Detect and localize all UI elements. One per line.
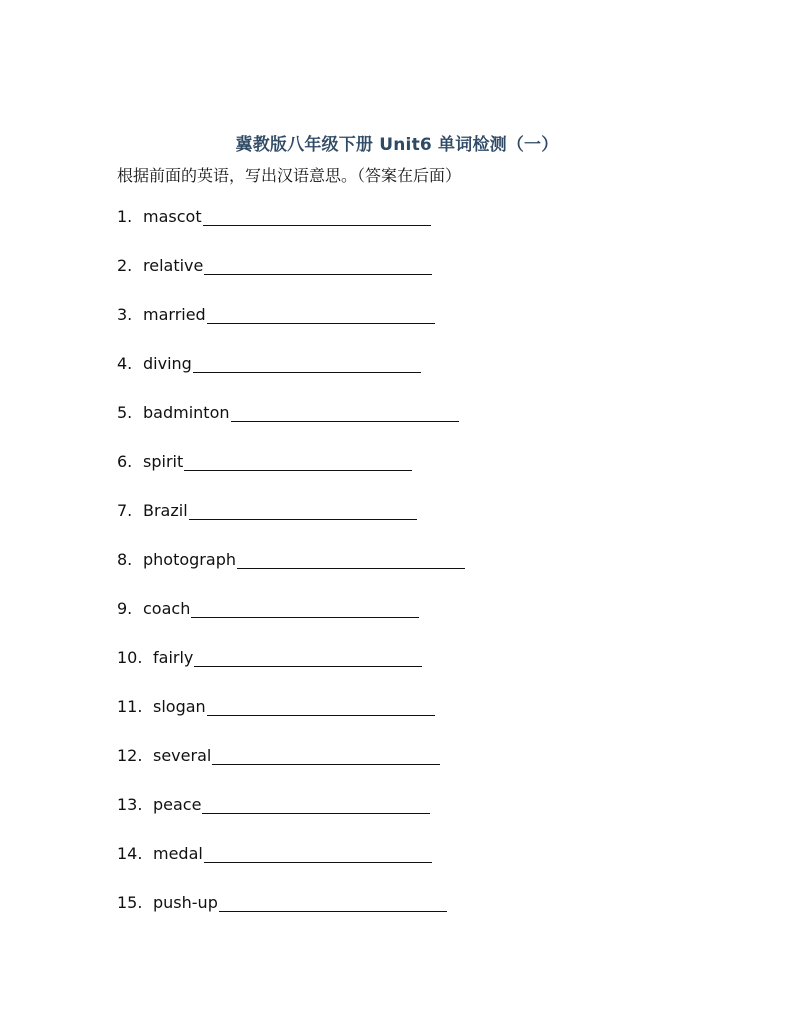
item-word: relative <box>143 256 204 275</box>
item-number: 9. <box>117 599 133 618</box>
answer-blank[interactable] <box>189 501 417 520</box>
answer-blank[interactable] <box>203 207 431 226</box>
answer-blank[interactable] <box>202 795 430 814</box>
item-word: mascot <box>143 207 202 226</box>
item-word: Brazil <box>143 501 188 520</box>
item-word: medal <box>153 844 203 863</box>
item-number: 8. <box>117 550 133 569</box>
item-number: 15. <box>117 893 143 912</box>
answer-blank[interactable] <box>193 354 421 373</box>
item-word: several <box>153 746 212 765</box>
vocabulary-list <box>117 207 465 942</box>
answer-blank[interactable] <box>194 648 422 667</box>
instruction-text: 根据前面的英语，写出汉语意思。（答案在后面） <box>117 166 462 185</box>
list-item <box>117 893 465 942</box>
item-word: photograph <box>143 550 236 569</box>
item-number: 5. <box>117 403 133 422</box>
list-item <box>117 207 465 256</box>
item-number: 11. <box>117 697 143 716</box>
list-item <box>117 501 465 550</box>
answer-blank[interactable] <box>204 844 432 863</box>
item-word: slogan <box>153 697 206 716</box>
answer-blank[interactable] <box>219 893 447 912</box>
item-number: 10. <box>117 648 143 667</box>
list-item <box>117 795 465 844</box>
list-item <box>117 697 465 746</box>
item-word: peace <box>153 795 202 814</box>
list-item <box>117 403 465 452</box>
list-item <box>117 844 465 893</box>
worksheet-title: 冀教版八年级下册 Unit6 单词检测（一） <box>235 135 559 155</box>
item-number: 7. <box>117 501 133 520</box>
list-item <box>117 550 465 599</box>
list-item <box>117 599 465 648</box>
item-word: coach <box>143 599 191 618</box>
list-item <box>117 305 465 354</box>
item-word: badminton <box>143 403 230 422</box>
list-item <box>117 256 465 305</box>
item-word: married <box>143 305 206 324</box>
item-word: spirit <box>143 452 184 471</box>
item-number: 4. <box>117 354 133 373</box>
item-word: push-up <box>153 893 218 912</box>
answer-blank[interactable] <box>204 256 432 275</box>
answer-blank[interactable] <box>237 550 465 569</box>
item-number: 13. <box>117 795 143 814</box>
answer-blank[interactable] <box>184 452 412 471</box>
item-number: 6. <box>117 452 133 471</box>
item-number: 14. <box>117 844 143 863</box>
item-number: 12. <box>117 746 143 765</box>
item-word: fairly <box>153 648 194 667</box>
list-item <box>117 354 465 403</box>
list-item <box>117 452 465 501</box>
answer-blank[interactable] <box>207 305 435 324</box>
answer-blank[interactable] <box>212 746 440 765</box>
list-item <box>117 648 465 697</box>
list-item <box>117 746 465 795</box>
answer-blank[interactable] <box>191 599 419 618</box>
item-number: 1. <box>117 207 133 226</box>
item-word: diving <box>143 354 192 373</box>
item-number: 2. <box>117 256 133 275</box>
item-number: 3. <box>117 305 133 324</box>
answer-blank[interactable] <box>231 403 459 422</box>
answer-blank[interactable] <box>207 697 435 716</box>
